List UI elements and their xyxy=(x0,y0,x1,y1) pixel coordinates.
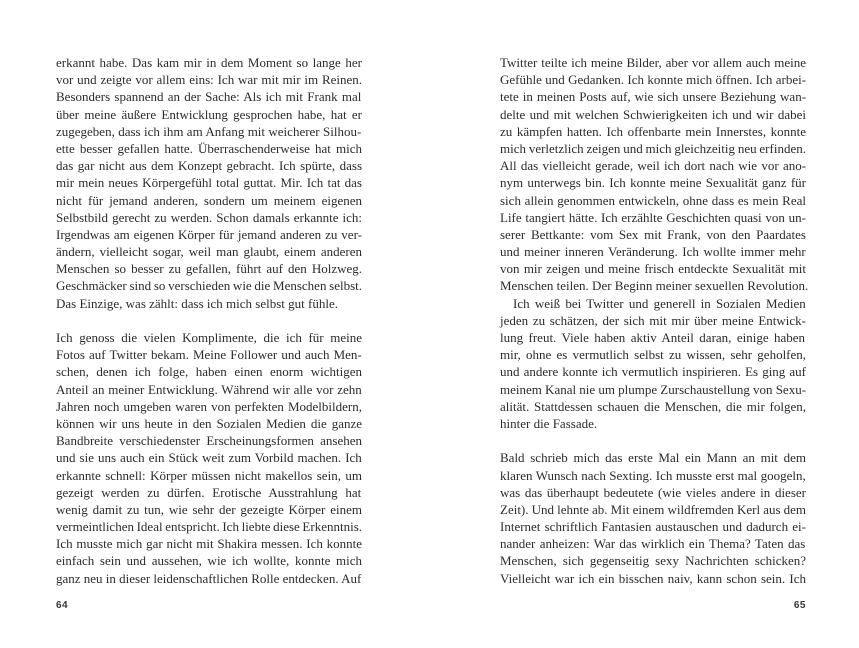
text-line: Das Einzige, was zählt: dass ich mich selbst gut fühle. xyxy=(56,295,338,311)
text-line: nym unterwegs bin. Ich konnte meine Sexualität ganz für xyxy=(500,175,806,191)
text-line: einfach sein und aussehen, wie ich wollte, konnte mich xyxy=(56,553,363,569)
text-line: delte und mit welchen Schwierigkeiten ich und wir dabei xyxy=(500,106,807,122)
text-line: All das vielleicht gerade, weil ich dort nach wie vor ano- xyxy=(500,158,807,174)
text-line: Zeit). Und lehnte ab. Mit einem wildfremden Kerl aus dem xyxy=(500,501,807,517)
text-line: wenig damit zu tun, wie sehr der gezeigte Körper einem xyxy=(56,501,362,517)
text-line: Fotos auf Twitter bekam. Meine Follower und auch Men- xyxy=(56,347,362,363)
page-right-text xyxy=(500,54,809,587)
text-line: tete in meinen Posts auf, wie sich unsere Beziehung wan- xyxy=(500,89,807,105)
paragraph-break xyxy=(56,312,362,329)
text-line: lung freut. Viele haben aktiv Anteil daran, einige haben xyxy=(500,330,806,345)
text-line: Geschmäcker sind so verschieden wie die Menschen selbst. xyxy=(56,278,363,294)
text-line: Ich musste mich gar nicht mit Shakira messen. Ich konnte xyxy=(56,536,363,552)
text-line: Selbstbild gerecht zu werden. Schon damals erkannte ich: xyxy=(56,209,363,225)
text-line: Jahren noch umgeben waren von perfekten Modelbildern, xyxy=(56,398,362,414)
text-line: Menschen so besser zu gefallen, führt auf den Holzweg. xyxy=(56,261,362,277)
text-line: Vielleicht war ich ein bisschen naiv, kann schon sein. Ich xyxy=(500,570,807,586)
text-line: das gar nicht aus dem Konzept gebracht. Ich spürte, dass xyxy=(56,158,363,174)
text-line: vermeintlichen Ideal entspricht. Ich liebte diese Erkenntnis. xyxy=(56,519,363,535)
text-line: klaren Wunsch nach Sexting. Ich musste erst mal googeln, xyxy=(500,467,806,483)
text-line: nander anheizen: War das wirklich ein Thema? Taten das xyxy=(500,536,806,552)
text-line: Life tangiert hätte. Ich erzählte Geschichten quasi von un- xyxy=(500,209,806,225)
text-line: Ich genoss die vielen Komplimente, die ich für meine xyxy=(56,330,363,345)
text-line: über meine äußere Entwicklung gesprochen habe, hat er xyxy=(56,106,363,122)
text-line: von mir zeigen und meine frisch entdeckte Sexualität mit xyxy=(500,261,807,277)
text-line: Internet schriftlich Fantasien austauschen und dadurch ei- xyxy=(500,519,806,535)
text-line: und sie uns auch ein Stück weit zum Vorbild machen. Ich xyxy=(56,450,362,466)
text-line: ganz neu in dieser leidenschaftlichen Rolle entdecken. Auf xyxy=(56,570,362,586)
text-line: ette besser gefallen hatte. Überraschenderweise hat mich xyxy=(56,140,362,156)
text-line: erkannte schnell: Körper müssen nicht makellos sein, um xyxy=(56,467,363,483)
text-line: mir mein neues Körpergefühl total guttat. Mir. Ich tat das xyxy=(56,175,362,191)
text-line: Menschen teilen. Der Beginn meiner sexuellen Revolution. xyxy=(500,278,809,294)
text-line: Menschen, sich gegenseitig sexy Nachrichten schicken? xyxy=(500,553,807,569)
page-left-text xyxy=(56,54,362,587)
text-line: gezeigt werden zu dürfen. Erotische Ausstrahlung hat xyxy=(56,484,362,500)
text-line: zugegeben, dass ich ihm am Anfang mit weicherer Silhou- xyxy=(56,123,362,139)
text-line: sich allein genommen entwickeln, ohne dass es mein Real xyxy=(500,192,807,208)
text-line: jeden zu schätzen, der sich mit mir über meine Entwick- xyxy=(500,312,806,328)
text-line: mich verletzlich zeigen und mich gleichzeitig neu erfinden. xyxy=(500,140,806,156)
text-line: nicht für jemand anderen, sondern um meinem eigenen xyxy=(56,192,363,208)
text-line: Gefühle und Gedanken. Ich konnte mich öffnen. Ich arbei- xyxy=(500,72,807,88)
text-line: Besonders spannend an der Sache: Als ich mit Frank mal xyxy=(56,89,362,105)
text-line: meinem Kanal nie um plumpe Zurschaustellung von Sexu- xyxy=(500,381,807,397)
text-line: und andere konnte ich vermutlich inspirieren. Es ging auf xyxy=(500,364,806,380)
text-line: erkannt habe. Das kam mir in dem Moment so lange her xyxy=(56,55,362,70)
text-line: hinter die Fassade. xyxy=(500,415,598,431)
text-line: alität. Stattdessen schauen die Menschen, die mir folgen, xyxy=(500,398,807,414)
text-line: mir, ohne es vermutlich selbst zu wissen, sehr geholfen, xyxy=(500,347,807,363)
text-line: können wir uns heute in den Sozialen Medien die ganze xyxy=(56,415,362,431)
text-line: vor und zeigte vor allem eins: Ich war mit mir im Reinen. xyxy=(56,72,363,88)
page-number-left: 64 xyxy=(56,600,69,611)
text-line: Bandbreite verschiedenster Erscheinungsformen ansehen xyxy=(56,433,362,449)
text-line: was das überhaupt bedeutete (wie vieles andere in dieser xyxy=(500,484,806,500)
text-line: Ich weiß bei Twitter und generell in Sozialen Medien xyxy=(513,295,806,311)
text-line: Anteil an meiner Entwicklung. Während wir alle vor zehn xyxy=(56,381,362,397)
text-line: und meiner inneren Veränderung. Ich wollte immer mehr xyxy=(500,244,806,260)
paragraph-break xyxy=(500,432,806,449)
page-number-right: 65 xyxy=(793,600,806,611)
text-line: Bald schrieb mich das erste Mal ein Mann an mit dem xyxy=(500,450,806,466)
text-line: Twitter teilte ich meine Bilder, aber vor allem auch meine xyxy=(500,55,807,70)
text-line: Irgendwas am eigenen Körper für jemand anderen zu ver- xyxy=(56,226,362,242)
text-line: schen, denen ich folge, haben einen enorm wichtigen xyxy=(56,364,362,380)
text-line: zu kämpfen hatten. Ich offenbarte mein Innerstes, konnte xyxy=(500,123,807,139)
text-line: ändern, vielleicht sogar, weil man glaubt, einem anderen xyxy=(56,244,363,260)
text-line: serer Bettkante: vom Sex mit Frank, von den Paardates xyxy=(500,226,806,242)
